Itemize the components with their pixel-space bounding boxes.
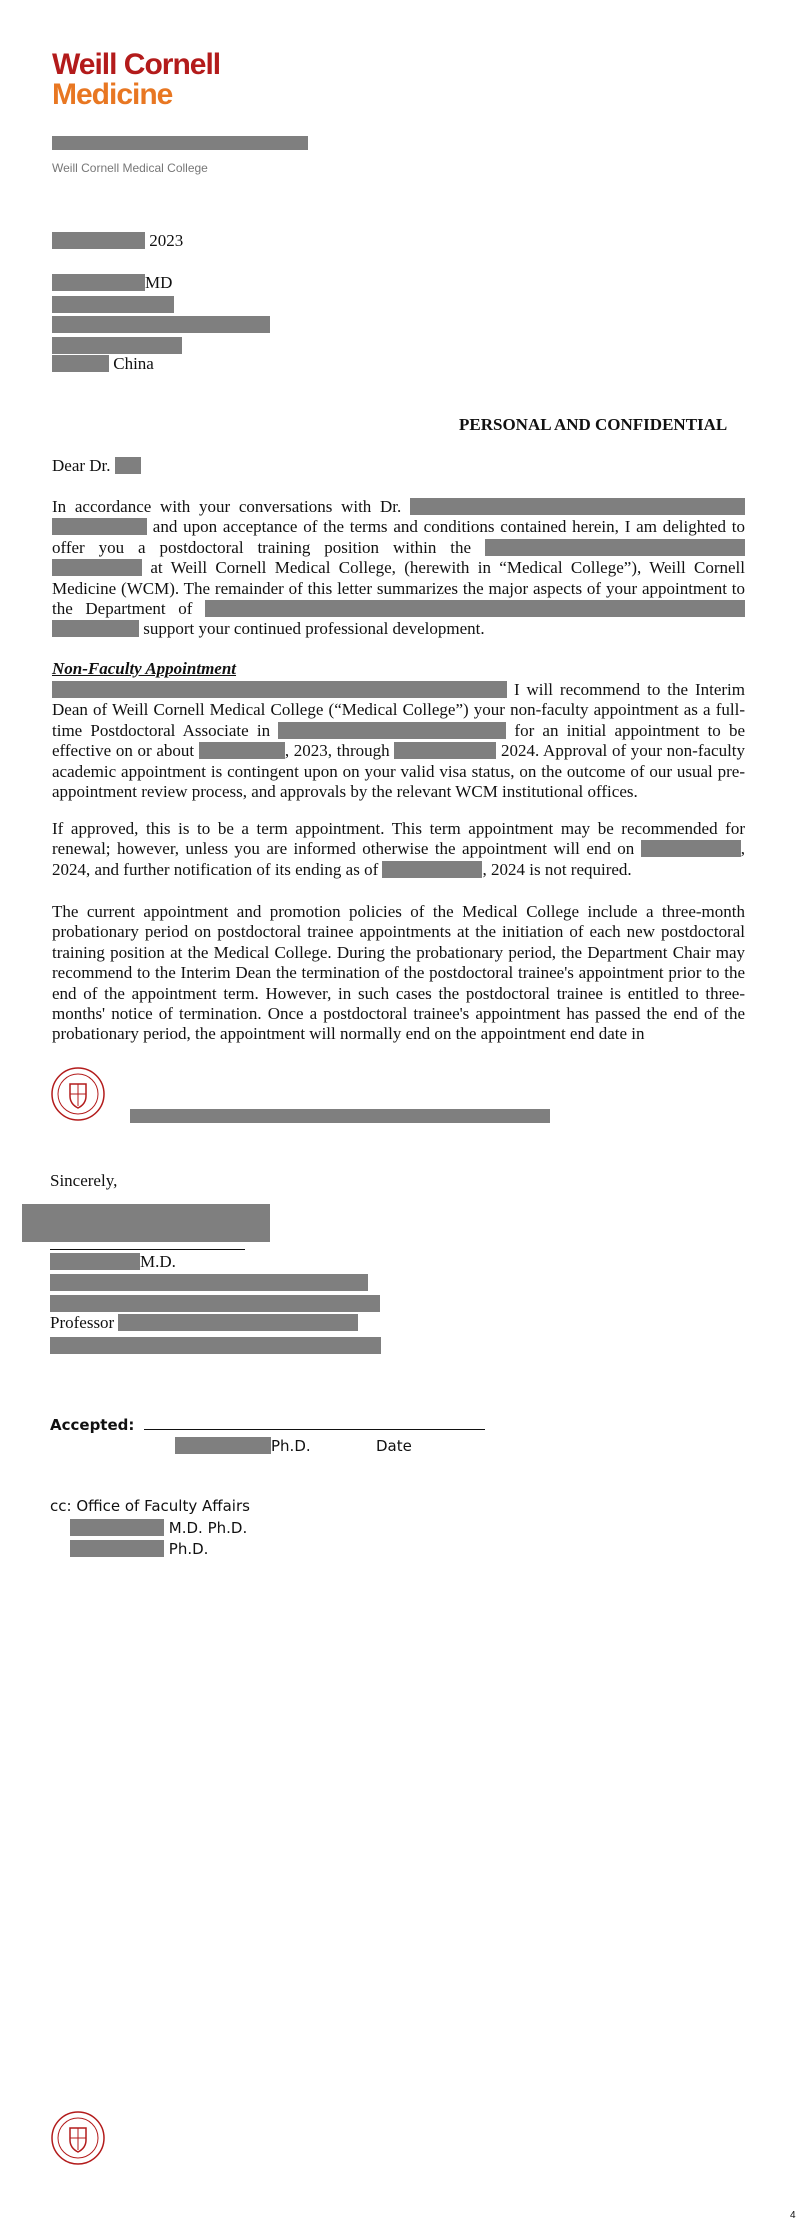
logo-line-2: Medicine xyxy=(52,78,173,111)
redacted-end-date xyxy=(394,742,496,759)
redacted-text xyxy=(52,681,507,698)
redacted-address-line xyxy=(52,296,174,313)
redacted-signature xyxy=(22,1204,270,1242)
recipient-country: China xyxy=(52,353,154,374)
redacted-letterhead-line xyxy=(52,136,308,150)
paragraph-term: If approved, this is to be a term appointment. This term appointment may be recommended for renewal; however, unless you are informed otherwise the appointment will end on , 2024, and further notification of its ending as of , 2024 is not required. xyxy=(52,819,745,879)
logo xyxy=(52,50,220,110)
redacted-text xyxy=(52,518,147,535)
redacted-date xyxy=(641,840,741,857)
redacted-text xyxy=(205,600,745,617)
redacted-address-line xyxy=(52,337,182,354)
redacted-footer-line xyxy=(130,1109,550,1123)
redacted-signer-line xyxy=(50,1274,368,1291)
accepted-label: Accepted: xyxy=(50,1416,135,1434)
signer-name: M.D. xyxy=(50,1251,176,1272)
acceptance-name: Ph.D. xyxy=(175,1437,311,1455)
redacted-name xyxy=(70,1540,164,1557)
salutation: Dear Dr. xyxy=(52,455,141,476)
paragraph-intro: In accordance with your conversations with Dr. and upon acceptance of the terms and conditions contained herein, I am delighted to offer you a postdoctoral training position within the at Weill Cornell Medical College, (herewith in “Medical College”), Weill Cornell Medicine (WCM). The remainder of this letter summarizes the major aspects of your appointment to the Department of support your continued professional development. xyxy=(52,497,746,639)
confidential-heading: PERSONAL AND CONFIDENTIAL xyxy=(459,415,728,434)
redacted-text xyxy=(410,498,745,515)
logo-line-1: Weill Cornell xyxy=(52,48,221,81)
redacted-name xyxy=(70,1519,164,1536)
redacted-date xyxy=(382,861,482,878)
cc-person-1: M.D. Ph.D. xyxy=(70,1519,247,1537)
institution-name: Weill Cornell Medical College xyxy=(52,161,208,175)
acceptance-signature-line xyxy=(144,1429,485,1430)
redacted-name xyxy=(52,274,145,291)
section-heading: Non-Faculty Appointment xyxy=(52,659,237,678)
closing: Sincerely, xyxy=(50,1171,118,1190)
signer-title: Professor xyxy=(50,1312,358,1333)
redacted-title xyxy=(118,1314,358,1331)
redacted-text xyxy=(52,620,139,637)
acceptance-date-label: Date xyxy=(376,1437,412,1455)
cornell-seal-icon xyxy=(50,1066,106,1122)
paragraph-probation: The current appointment and promotion policies of the Medical College include a three-month probationary period on postdoctoral trainee appointments at the initiation of each new postdoctoral training position at the Medical College. During the probationary period, the Department Chair may recommend to the Interim Dean the termination of the postdoctoral trainee's appointment prior to the end of the appointment term. However, in such cases the postdoctoral trainee is entitled to three- months' notice of termination. Once a postdoctoral trainee's appointment has passed the end of the probationary period, the appointment will normally end on the appointment end date in xyxy=(52,902,745,1044)
cornell-seal-icon xyxy=(50,2110,106,2166)
redacted-city xyxy=(52,355,109,372)
signature-line xyxy=(50,1249,245,1250)
redacted-name xyxy=(115,457,141,474)
paragraph-appointment: I will recommend to the Interim Dean of Weill Cornell Medical College (“Medical College”) your non-faculty appointment as a full-time Postdoctoral Associate in for an initial appointment to be effective on or about , 2023, through 2024. Approval of your non-faculty academic appointment is contingent upon on your valid visa status, on the outcome of our usual pre-appointment review process, and approvals by the relevant WCM institutional offices. xyxy=(52,680,746,802)
redacted-text xyxy=(52,559,142,576)
redacted-text xyxy=(485,539,745,556)
redacted-start-date xyxy=(199,742,285,759)
page-number: 4 xyxy=(790,2210,796,2221)
cc-label: cc: Office of Faculty Affairs xyxy=(50,1497,250,1515)
redacted-name xyxy=(175,1437,271,1454)
redacted-signer-line xyxy=(50,1337,381,1354)
redacted-name xyxy=(50,1253,140,1270)
redacted-department xyxy=(278,722,506,739)
redacted-date xyxy=(52,232,145,249)
redacted-signer-line xyxy=(50,1295,380,1312)
recipient-name: MD xyxy=(52,272,172,293)
cc-person-2: Ph.D. xyxy=(70,1540,208,1558)
letter-date: 2023 xyxy=(52,230,183,251)
redacted-address-line xyxy=(52,316,270,333)
